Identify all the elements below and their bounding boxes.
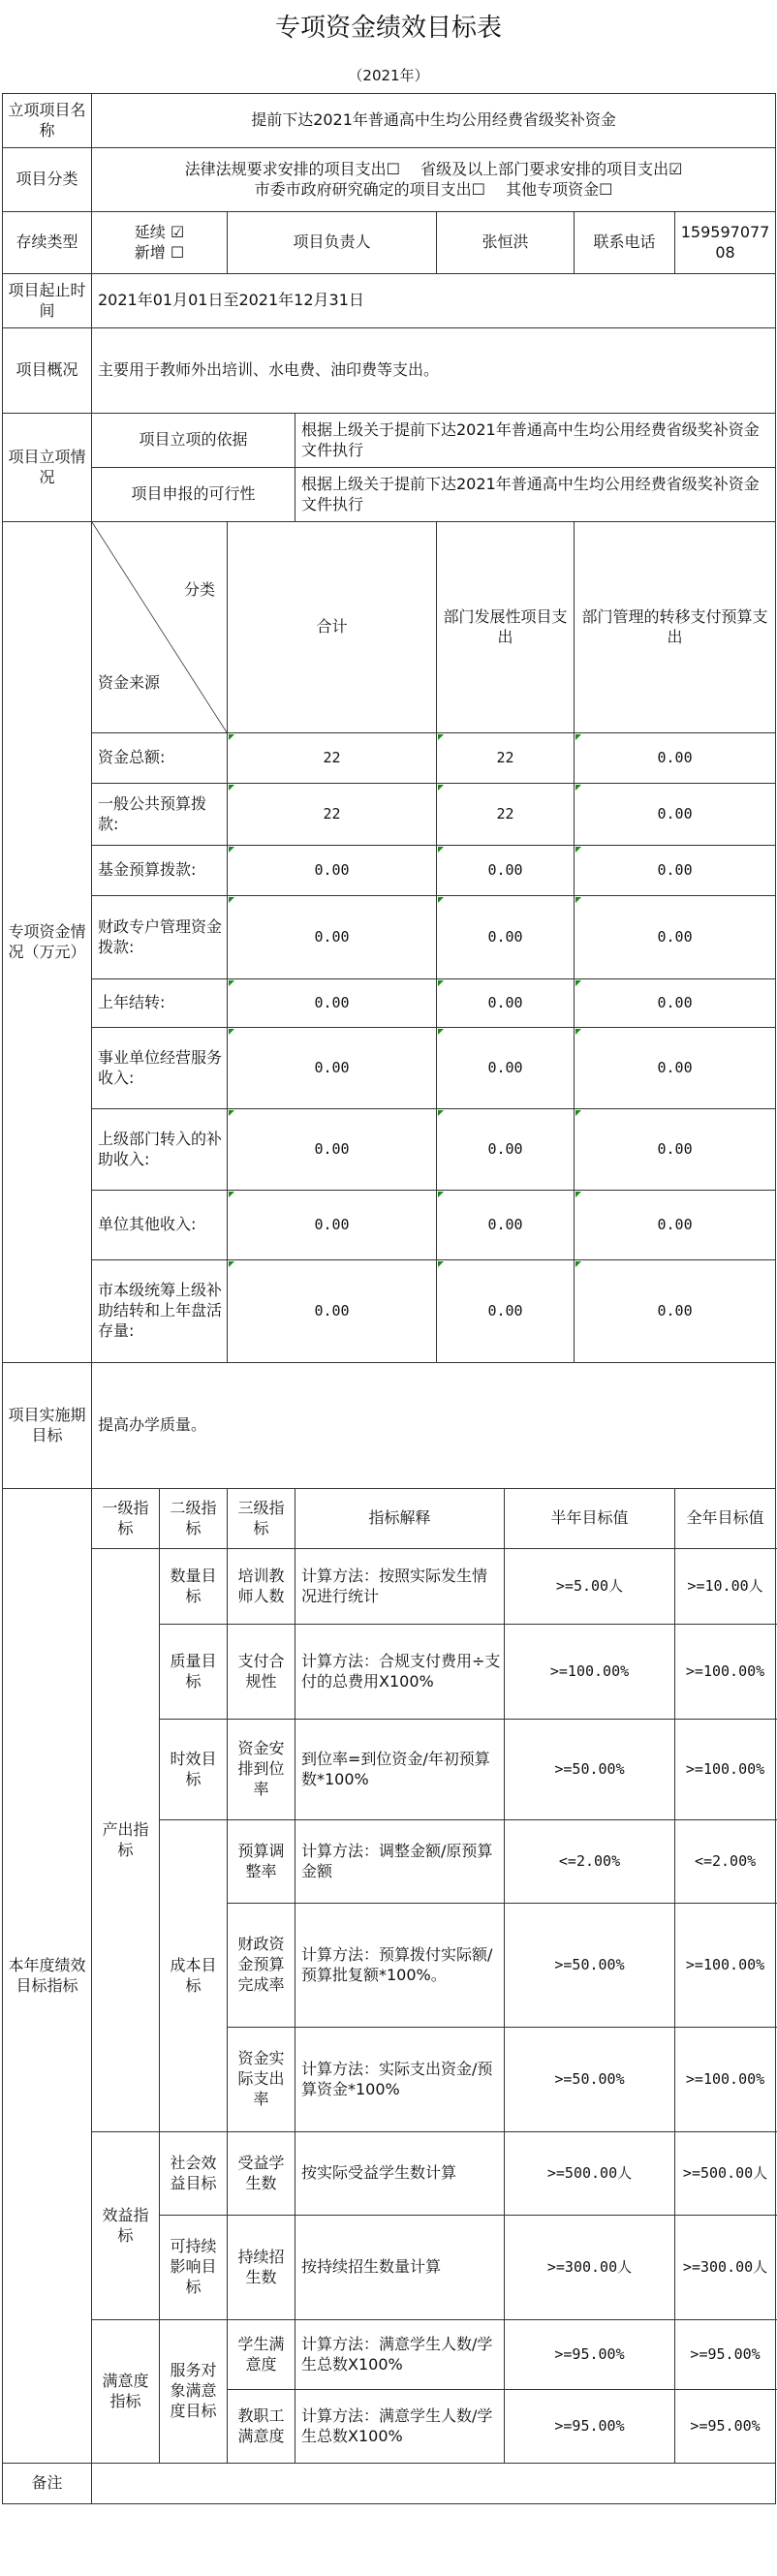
category-option-label: 省级及以上部门要求安排的项目支出 [420, 159, 669, 178]
continuity-checkbox[interactable]: ☑ [170, 222, 185, 241]
continuity-checkbox[interactable]: ☐ [170, 242, 185, 262]
fund-row-label: 一般公共预算拨款: [92, 784, 228, 846]
ind-desc: 计算方法：满意学生人数/学生总数X100% [295, 2320, 505, 2390]
ind-header-l3: 三级指标 [228, 1489, 295, 1549]
fund-dev: 0.00 [437, 1028, 575, 1109]
fund-total: 0.00 [228, 896, 437, 979]
ind-l3: 受益学生数 [228, 2132, 295, 2216]
fund-transfer: 0.00 [575, 896, 776, 979]
continuity-label: 存续类型 [3, 212, 92, 274]
ind-l3: 资金实际支出率 [228, 2028, 295, 2132]
ind-full: >=100.00% [675, 1625, 776, 1720]
fund-transfer: 0.00 [575, 784, 776, 846]
ind-full: >=300.00人 [675, 2216, 776, 2320]
category-option-label: 其他专项资金 [506, 179, 600, 199]
funds-total-header: 合计 [228, 522, 437, 733]
overview-label: 项目概况 [3, 328, 92, 414]
l2-quality: 质量目标 [160, 1625, 228, 1720]
project-name-value: 提前下达2021年普通高中生均公用经费省级奖补资金 [92, 94, 776, 148]
ind-half: >=95.00% [505, 2320, 675, 2390]
fund-total: 22 [228, 784, 437, 846]
fund-row-label: 上级部门转入的补助收入: [92, 1109, 228, 1191]
ind-half: >=50.00% [505, 1720, 675, 1820]
category-option-label: 法律法规要求安排的项目支出 [184, 159, 387, 178]
fund-transfer: 0.00 [575, 846, 776, 896]
ind-half: >=50.00% [505, 2028, 675, 2132]
category-option-label: 市委市政府研究确定的项目支出 [254, 179, 472, 199]
fund-total: 0.00 [228, 979, 437, 1028]
period-value: 2021年01月01日至2021年12月31日 [92, 274, 776, 328]
fund-row-label: 基金预算拨款: [92, 846, 228, 896]
ind-desc: 按持续招生数量计算 [295, 2216, 505, 2320]
form-year: （2021年） [348, 66, 429, 84]
goal-value: 提高办学质量。 [92, 1363, 776, 1489]
ind-half: <=2.00% [505, 1820, 675, 1904]
diag-category-label: 分类 [183, 580, 215, 599]
ind-full: >=95.00% [675, 2390, 776, 2464]
ind-desc: 计算方法：按照实际发生情况进行统计 [295, 1549, 505, 1625]
form-title: 专项资金绩效目标表 [274, 13, 502, 43]
fund-total: 22 [228, 733, 437, 784]
ind-half: >=300.00人 [505, 2216, 675, 2320]
ind-desc: 按实际受益学生数计算 [295, 2132, 505, 2216]
l2-sustain: 可持续影响目标 [160, 2216, 228, 2320]
basis-value: 根据上级关于提前下达2021年普通高中生均公用经费省级奖补资金文件执行 [295, 414, 776, 468]
fund-total: 0.00 [228, 1028, 437, 1109]
fund-row-label: 上年结转: [92, 979, 228, 1028]
fund-row-label: 资金总额: [92, 733, 228, 784]
ind-desc: 计算方法：预算拨付实际额/预算批复额*100%。 [295, 1904, 505, 2028]
ind-l3: 学生满意度 [228, 2320, 295, 2390]
fund-transfer: 0.00 [575, 1260, 776, 1363]
ind-full: <=2.00% [675, 1820, 776, 1904]
feasibility-value: 根据上级关于提前下达2021年普通高中生均公用经费省级奖补资金文件执行 [295, 468, 776, 522]
ind-half: >=5.00人 [505, 1549, 675, 1625]
overview-value: 主要用于教师外出培训、水电费、油印费等支出。 [92, 328, 776, 414]
fund-row-label: 市本级统筹上级补助结转和上年盘活存量: [92, 1260, 228, 1363]
l1-benefit: 效益指标 [92, 2132, 160, 2320]
funds-transfer-header: 部门管理的转移支付预算支出 [575, 522, 776, 733]
ind-full: >=95.00% [675, 2320, 776, 2390]
manager-value: 张恒洪 [437, 212, 575, 274]
ind-half: >=95.00% [505, 2390, 675, 2464]
funds-label: 专项资金情况（万元） [3, 522, 92, 1363]
fund-transfer: 0.00 [575, 733, 776, 784]
l2-quantity: 数量目标 [160, 1549, 228, 1625]
funds-dev-header: 部门发展性项目支出 [437, 522, 575, 733]
fund-transfer: 0.00 [575, 979, 776, 1028]
ind-l3: 财政资金预算完成率 [228, 1904, 295, 2028]
continuity-option-label: 延续 [134, 222, 166, 241]
continuity-option-label: 新增 [134, 242, 166, 262]
fund-total: 0.00 [228, 1191, 437, 1260]
ind-l3: 教职工满意度 [228, 2390, 295, 2464]
continuity-options [92, 212, 228, 274]
ind-header-desc: 指标解释 [295, 1489, 505, 1549]
fund-dev: 0.00 [437, 896, 575, 979]
fund-total: 0.00 [228, 1109, 437, 1191]
ind-l3: 持续招生数 [228, 2216, 295, 2320]
fund-dev: 0.00 [437, 1260, 575, 1363]
funds-diagonal-header [92, 522, 228, 733]
ind-desc: 计算方法：实际支出资金/预算资金*100% [295, 2028, 505, 2132]
indicators-label: 本年度绩效目标指标 [3, 1489, 92, 2464]
ind-half: >=500.00人 [505, 2132, 675, 2216]
ind-half: >=50.00% [505, 1904, 675, 2028]
project-name-label: 立项项目名称 [3, 94, 92, 148]
fund-transfer: 0.00 [575, 1191, 776, 1260]
fund-transfer: 0.00 [575, 1109, 776, 1191]
ind-desc: 计算方法：合规支付费用÷支付的总费用X100% [295, 1625, 505, 1720]
ind-full: >=100.00% [675, 1904, 776, 2028]
ind-header-l2: 二级指标 [160, 1489, 228, 1549]
ind-full: >=10.00人 [675, 1549, 776, 1625]
manager-label: 项目负责人 [228, 212, 437, 274]
fund-dev: 22 [437, 784, 575, 846]
ind-header-half: 半年目标值 [505, 1489, 675, 1549]
l2-timeliness: 时效目标 [160, 1720, 228, 1820]
fund-total: 0.00 [228, 1260, 437, 1363]
category-checkbox[interactable]: ☐ [386, 159, 400, 178]
category-label: 项目分类 [3, 148, 92, 212]
fund-transfer: 0.00 [575, 1028, 776, 1109]
fund-row-label: 事业单位经营服务收入: [92, 1028, 228, 1109]
fund-dev: 0.00 [437, 1109, 575, 1191]
basis-label: 项目立项的依据 [92, 414, 295, 468]
phone-label: 联系电话 [575, 212, 675, 274]
ind-desc: 计算方法：满意学生人数/学生总数X100% [295, 2390, 505, 2464]
l2-service: 服务对象满意度目标 [160, 2320, 228, 2464]
phone-value: 15959707708 [675, 212, 776, 274]
ind-header-l1: 一级指标 [92, 1489, 160, 1549]
category-checkbox[interactable]: ☐ [471, 179, 485, 199]
ind-full: >=100.00% [675, 1720, 776, 1820]
approval-label: 项目立项情况 [3, 414, 92, 522]
fund-dev: 0.00 [437, 1191, 575, 1260]
l1-satisfaction: 满意度指标 [92, 2320, 160, 2464]
category-checkbox[interactable]: ☐ [599, 179, 613, 199]
fund-dev: 22 [437, 733, 575, 784]
ind-l3: 预算调整率 [228, 1820, 295, 1904]
period-label: 项目起止时间 [3, 274, 92, 328]
ind-l3: 支付合规性 [228, 1625, 295, 1720]
goal-label: 项目实施期目标 [3, 1363, 92, 1489]
l2-social: 社会效益目标 [160, 2132, 228, 2216]
l2-cost: 成本目标 [160, 1820, 228, 2132]
performance-table [2, 93, 776, 2504]
diag-source-label: 资金来源 [98, 673, 161, 693]
fund-dev: 0.00 [437, 846, 575, 896]
category-checkbox[interactable]: ☑ [668, 159, 683, 178]
remark-value [92, 2464, 776, 2504]
fund-total: 0.00 [228, 846, 437, 896]
ind-header-full: 全年目标值 [675, 1489, 776, 1549]
ind-desc: 计算方法：调整金额/原预算金额 [295, 1820, 505, 1904]
ind-l3: 资金安排到位率 [228, 1720, 295, 1820]
feasibility-label: 项目申报的可行性 [92, 468, 295, 522]
fund-row-label: 财政专户管理资金拨款: [92, 896, 228, 979]
ind-full: >=500.00人 [675, 2132, 776, 2216]
ind-desc: 到位率=到位资金/年初预算数*100% [295, 1720, 505, 1820]
category-options [92, 148, 776, 212]
fund-dev: 0.00 [437, 979, 575, 1028]
l1-output: 产出指标 [92, 1549, 160, 2132]
ind-full: >=100.00% [675, 2028, 776, 2132]
ind-half: >=100.00% [505, 1625, 675, 1720]
ind-l3: 培训教师人数 [228, 1549, 295, 1625]
remark-label: 备注 [3, 2464, 92, 2504]
fund-row-label: 单位其他收入: [92, 1191, 228, 1260]
